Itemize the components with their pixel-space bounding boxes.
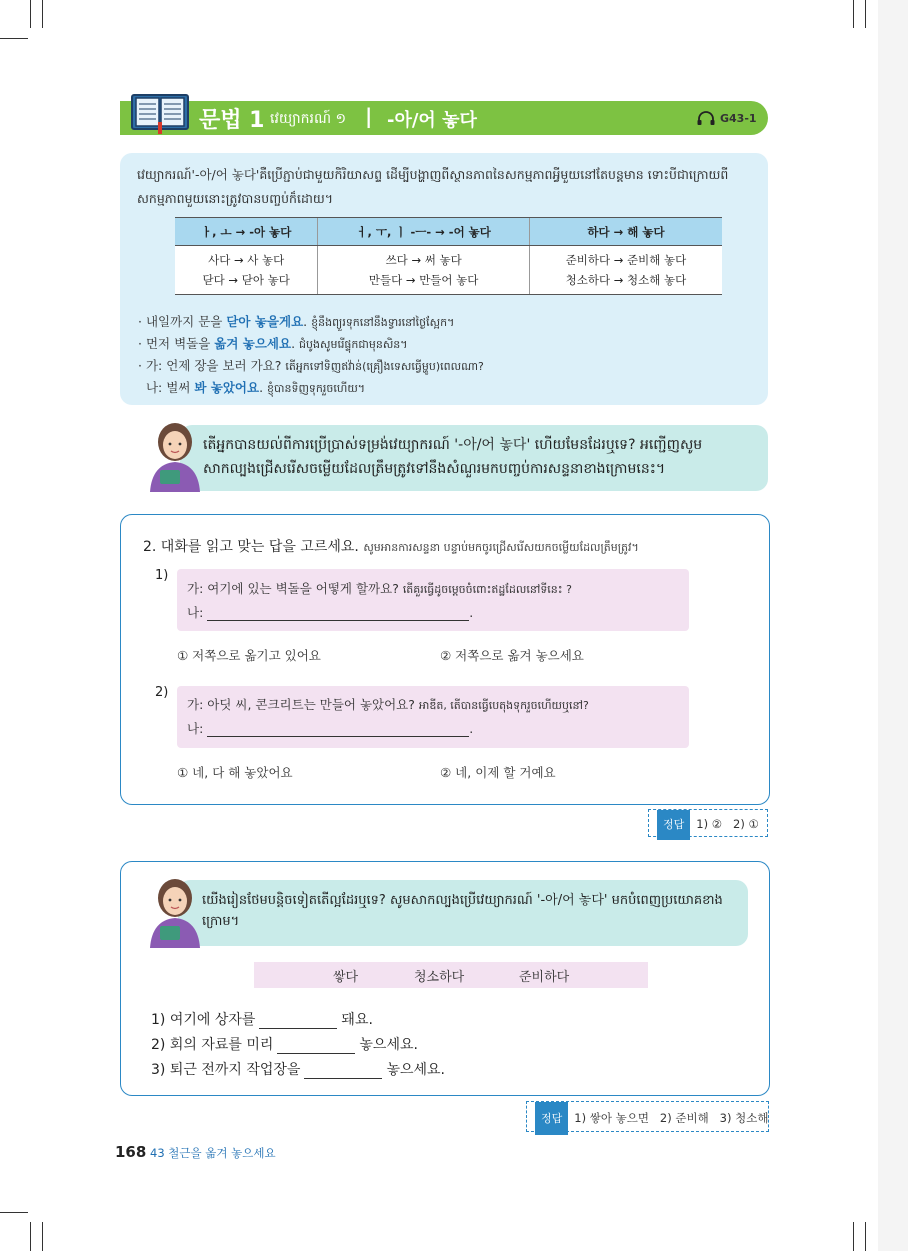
fill-sentence: 3) 퇴근 전까지 작업장을 놓으세요. [151, 1062, 445, 1078]
grammar-khmer-label: វេយ្យាករណ៍ ១ [270, 111, 347, 127]
answer-option[interactable]: ② 저쪽으로 옮겨 놓으세요 [440, 648, 584, 663]
crop-mark [30, 1222, 31, 1251]
grammar-pattern: -아/어 놓다 [387, 110, 477, 131]
explanation-text: វេយ្យាករណ៍'-아/어 놓다'គឺប្រើភ្ជាប់ជាមួយកិរិយាសព្ទ ដើម្បីបង្ហាញពីស្ថានភាពនៃសកម្មភាពអ្វីមួយនៅតែបន្តមាន ទោះបីជាក្រោយពីសកម្មភាពមួយនោះត្រូវបានបញ្ចប់ក៏ដោយ។ [137, 167, 729, 206]
headphones-icon[interactable] [696, 110, 716, 126]
practice-instruction-text: យើងរៀនថែមបន្តិចទៀតតើល្អដែរឬទេ? សូមសាកល្បងប្រើវេយ្យាករណ៍ '-아/어 놓다' មកបំពេញប្រយោគខាងក្រោម។ [202, 893, 723, 929]
audio-track-label[interactable]: G43-1 [720, 112, 757, 125]
crop-mark [853, 1222, 854, 1251]
dialogue-line: 가: 아딧 씨, 콘크리트는 만들어 놓았어요? អាឌីត, តើបានធ្វើបេតុងទុករួចហើយឬនៅ? [187, 697, 589, 712]
fill-blank[interactable] [304, 1064, 382, 1079]
crop-mark [42, 0, 43, 28]
grammar-title: 문법 1 [199, 108, 265, 133]
crop-mark [42, 1222, 43, 1251]
dialogue-answer-line[interactable]: 나: . [187, 721, 474, 736]
table-header: 하다 → 해 놓다 [529, 218, 722, 246]
answer-option[interactable]: ① 저쪽으로 옮기고 있어요 [177, 648, 321, 663]
conjugation-table [175, 217, 722, 295]
word-bank-item: 쌓다 [333, 970, 359, 985]
chapter-title: 43 철근을 옮겨 놓으세요 [150, 1146, 276, 1160]
answer-tag: 정답 [657, 810, 690, 840]
teacher-instruction-text: តើអ្នកបានយល់ពីការប្រើប្រាស់ទម្រង់វេយ្យាករណ៍ '-아/어 놓다' ហើយមែនដែរឬទេ? អញ្ជើញសូមសាកល្បងជ្រើសរើសចម្លើយដែលត្រឹមត្រូវទៅនឹងសំណួរមកបញ្ចប់ការសន្ទនាខាងក្រោមនេះ។ [203, 437, 703, 477]
table-cell: 사다 → 사 놓다 닫다 → 닫아 놓다 [175, 246, 318, 295]
answer-option[interactable]: ① 네, 다 해 놓았어요 [177, 765, 293, 780]
answer-key [648, 809, 768, 837]
example-sentence: 나: 벌써 봐 놓았어요. ខ្ញុំបានទិញទុករួចហើយ។ [138, 380, 366, 395]
table-header: ㅏ, ㅗ → -아 놓다 [175, 218, 318, 246]
example-sentence: · 먼저 벽돌을 옮겨 놓으세요. ជំបូងសូមរើផ្ទុកជាមុនសិន។ [138, 336, 408, 351]
fill-blank[interactable] [277, 1039, 355, 1054]
answer-key [526, 1101, 769, 1132]
table-cell: 쓰다 → 써 놓다 만들다 → 만들어 놓다 [318, 246, 530, 295]
example-sentence: · 가: 언제 장을 보러 가요? តើអ្នកទៅទិញឥវ៉ាន់(គ្រឿងទេសធ្វើម្ហូប)ពេលណា? [138, 358, 484, 373]
word-bank-item: 청소하다 [414, 970, 465, 985]
answer-blank[interactable] [207, 606, 469, 621]
crop-mark [0, 1212, 28, 1213]
dialogue-line: 가: 여기에 있는 벽돌을 어떻게 할까요? តើគួរធ្វើដូចម្តេចចំពោះឥដ្ឋដែលនៅទីនេះ ? [187, 581, 572, 596]
answer-blank[interactable] [207, 722, 469, 737]
dialogue-answer-line[interactable]: 나: . [187, 605, 474, 620]
fill-sentence: 1) 여기에 상자를 돼요. [151, 1012, 373, 1028]
fill-sentence: 2) 회의 자료를 미리 놓으세요. [151, 1037, 418, 1053]
answer-tag: 정답 [535, 1102, 568, 1135]
answer-text: 1) ② 2) ① [696, 817, 759, 831]
crop-mark [865, 1222, 866, 1251]
teacher-avatar-icon [144, 876, 206, 948]
header-separator: | [365, 104, 373, 128]
fill-blank[interactable] [259, 1014, 337, 1029]
teacher-avatar-icon [144, 420, 206, 492]
answer-text: 1) 쌓아 놓으면 2) 준비해 3) 청소해 [574, 1111, 769, 1125]
crop-mark [853, 0, 854, 28]
answer-option[interactable]: ② 네, 이제 할 거예요 [440, 765, 556, 780]
crop-mark [30, 0, 31, 28]
table-cell: 준비하다 → 준비해 놓다 청소하다 → 청소해 놓다 [529, 246, 722, 295]
crop-mark [0, 38, 28, 39]
crop-mark [865, 0, 866, 28]
book-icon [131, 92, 189, 134]
exercise-title: 2. 대화를 읽고 맞는 답을 고르세요. សូមអានការសន្ទនា បន្ទាប់មកចូរជ្រើសរើសយកចម្លើយដែលត្រឹមត្រូវ។ [143, 539, 639, 555]
example-sentence: · 내일까지 문을 닫아 놓을게요. ខ្ញុំនឹងព្យួរទុកនៅនឹងទ្វារនៅថ្ងៃស្អែក។ [138, 314, 455, 329]
question-number: 2) [155, 685, 169, 700]
page-number: 168 [115, 1143, 147, 1161]
question-number: 1) [155, 568, 169, 583]
word-bank-item: 준비하다 [519, 970, 570, 985]
table-header: ㅓ, ㅜ, ㅣ -ㅡ- → -어 놓다 [318, 218, 530, 246]
